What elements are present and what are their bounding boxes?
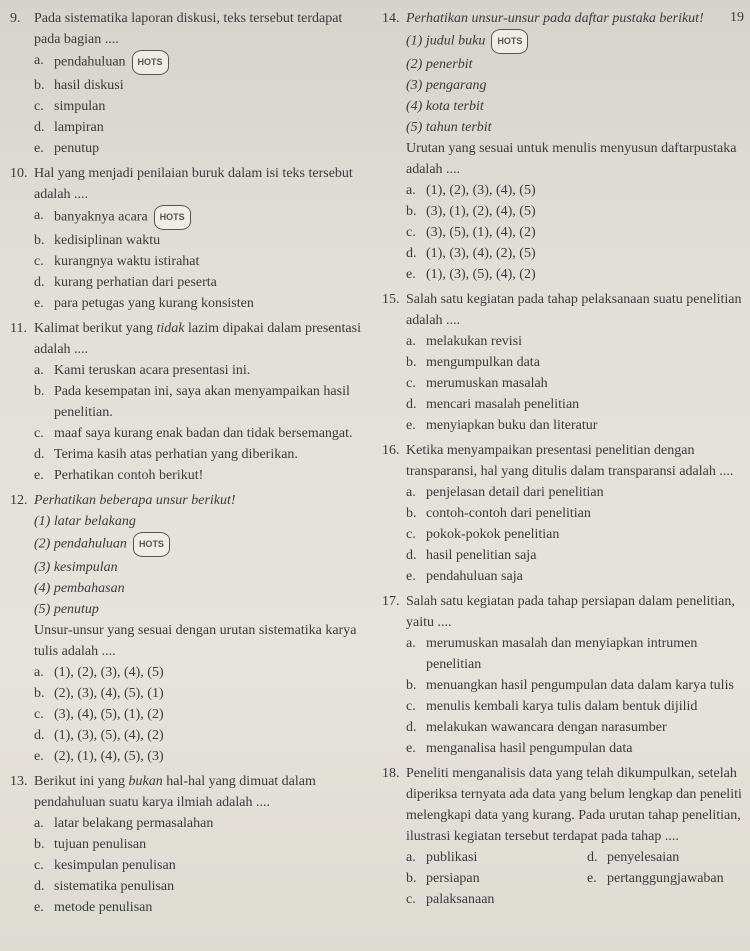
question-12: 12. Perhatikan beberapa unsur berikut! (1) latar belakang (2) pendahuluan HOTS (3) kesimpulan (4) pembahasan (5) penutup Unsur-unsur yang sesuai dengan urutan sistematika karya tulis adalah .... a. (1), (2), (3), (4), (5) b. (2), (3), (4), (5), (1) c. (3), (4), (5), (1), (2) d. (1), (3), (5), (4), (2) e. (2), (1), (4), (5), (3) [10, 493, 357, 764]
page-number: 19 [730, 10, 744, 25]
hots-badge: HOTS [491, 29, 528, 54]
question-16: 16. Ketika menyampaikan presentasi penelitian dengan transparansi, hal yang ditulis dalam transparansi adalah .... a. penjelasan detail dari penelitian b. contoh-contoh dari penelitian c. pokok-pokok penelitian d. hasil penelitian saja e. pendahuluan saja [382, 443, 734, 584]
hots-badge: HOTS [132, 50, 169, 75]
question-9: 9. Pada sistematika laporan diskusi, teks tersebut terdapat pada bagian .... a. pendahuluan HOTS b. hasil diskusi c. simpulan d. lampiran e. penutup [10, 11, 343, 156]
left-column [10, 8, 372, 922]
question-18: 18. Peneliti menganalisis data yang telah dikumpulkan, setelah diperiksa ternyata ada data yang belum lengkap dan peneliti melengkapi data yang kurang. Pada urutan tahap penelitian, ilustrasi kegiatan tersebut terdapat pada tahap .... a. publikasi d. penyelesaian b. persiapan e. pertanggungjawaban c. palaksanaan [382, 766, 742, 907]
question-11: 11. Kalimat berikut yang tidak lazim dipakai dalam presentasi adalah .... a. Kami teruskan acara presentasi ini. b. Pada kesempatan ini, saya akan menyampaikan hasil penelitian. c. maaf saya kurang enak badan dan tidak bersemangat. d. Terima kasih atas perhatian yang diberikan. e. Perhatikan contoh berikut! [10, 321, 361, 483]
question-14: 14. Perhatikan unsur-unsur pada daftar pustaka berikut! (1) judul buku HOTS (2) penerbit (3) pengarang (4) kota terbit (5) tahun terbit Urutan yang sesuai untuk menulis menyusun daftarpustaka adalah .... a. (1), (2), (3), (4), (5) b. (3), (1), (2), (4), (5) c. (3), (5), (1), (4), (2) d. (1), (3), (4), (2), (5) e. (1), (3), (5), (4), (2) [382, 11, 737, 282]
question-17: 17. Salah satu kegiatan pada tahap persiapan dalam penelitian, yaitu .... a. merumuskan masalah dan menyiapkan intrumen penelitian b. menuangkan hasil pengumpulan data dalam karya tulis c. menulis kembali karya tulis dalam bentuk dijilid d. melakukan wawancara dengan narasumber e. menganalisa hasil pengumpulan data [382, 594, 735, 756]
question-10: 10. Hal yang menjadi penilaian buruk dalam isi teks tersebut adalah .... a. banyaknya acara HOTS b. kedisiplinan waktu c. kurangnya waktu istirahat d. kurang perhatian dari peserta e. para petugas yang kurang konsisten [10, 166, 353, 311]
question-13: 13. Berikut ini yang bukan hal-hal yang dimuat dalam pendahuluan suatu karya ilmiah adalah .... a. latar belakang permasalahan b. tujuan penulisan c. kesimpulan penulisan d. sistematika penulisan e. metode penulisan [10, 774, 316, 915]
right-column [382, 8, 744, 914]
question-15: 15. Salah satu kegiatan pada tahap pelaksanaan suatu penelitian adalah .... a. melakukan revisi b. mengumpulkan data c. merumuskan masalah d. mencari masalah penelitian e. menyiapkan buku dan literatur [382, 292, 742, 433]
hots-badge: HOTS [133, 532, 170, 557]
hots-badge: HOTS [154, 205, 191, 230]
